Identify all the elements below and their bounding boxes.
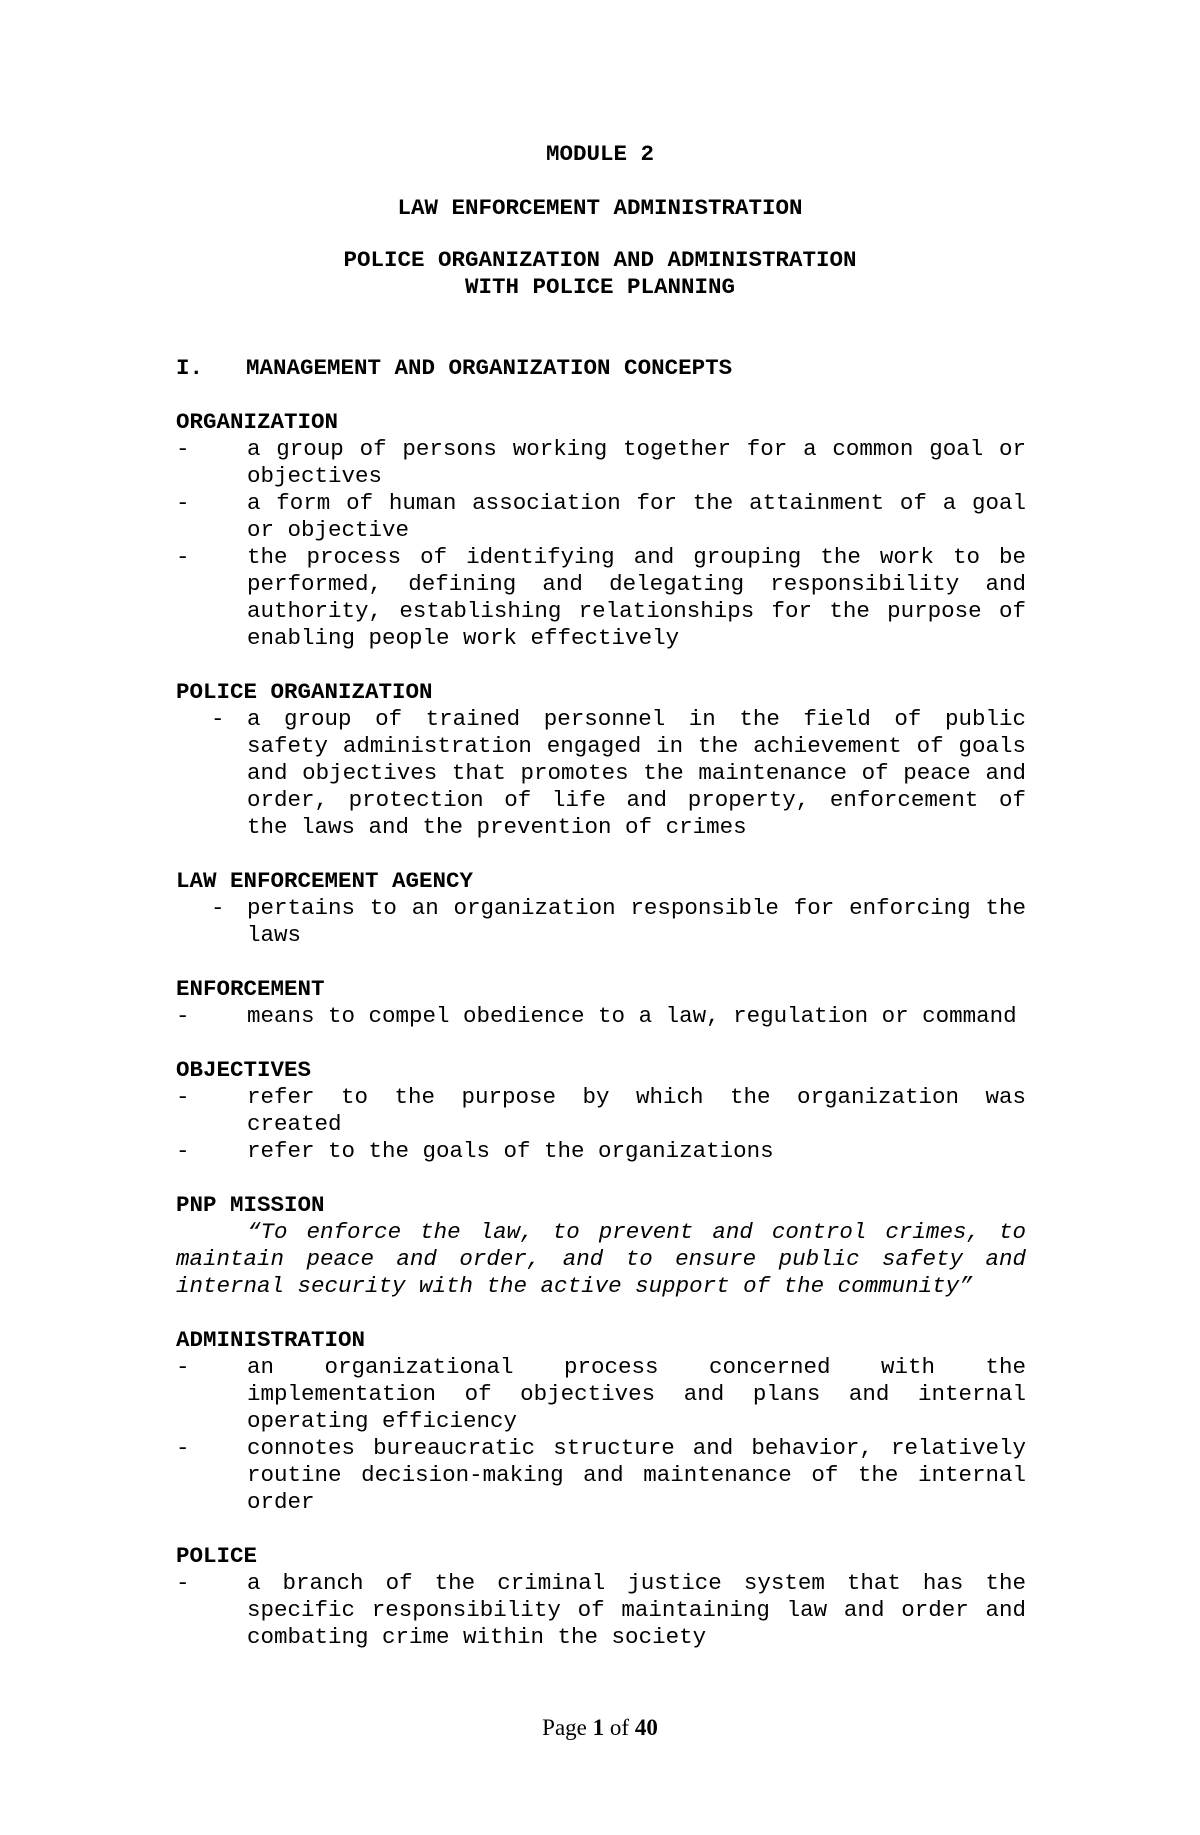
document-title: LAW ENFORCEMENT ADMINISTRATION <box>397 195 803 221</box>
definition-text: a form of human association for the attainment of a goal or objective <box>247 490 1026 543</box>
term-heading: OBJECTIVES <box>176 1057 312 1083</box>
definition-text: refer to the purpose by which the organization was created <box>247 1084 1026 1137</box>
section-number: I. <box>176 355 204 381</box>
subtitle-line-2: WITH POLICE PLANNING <box>464 274 736 300</box>
page-label: Page <box>542 1715 587 1740</box>
dash-bullet: - <box>176 1435 190 1461</box>
mission-quote: “To enforce the law, to prevent and control crimes, to maintain peace and order, and to ensure public safety and internal security with the active support of the community” <box>176 1219 1026 1299</box>
of-label: of <box>609 1715 630 1740</box>
definition-text: a group of trained personnel in the field of public safety administration engaged in the achievement of goals and objectives that promotes the maintenance of peace and order, protection of life and property, enforcement of the laws and the prevention of crimes <box>247 706 1026 840</box>
total-pages: 40 <box>634 1715 658 1740</box>
definition-item <box>176 895 1026 949</box>
definition-text: means to compel obedience to a law, regulation or command <box>247 1003 1017 1029</box>
term-block-enforcement <box>176 976 1026 1030</box>
definition-text: a branch of the criminal justice system that has the specific responsibility of maintaining law and order and combating crime within the society <box>247 1570 1026 1650</box>
term-block-organization <box>176 409 1026 652</box>
dash-bullet: - <box>176 436 190 462</box>
term-heading: ORGANIZATION <box>176 409 339 435</box>
term-block-police-organization <box>176 679 1026 841</box>
definition-item <box>176 544 1026 652</box>
term-heading: POLICE ORGANIZATION <box>176 679 433 705</box>
definition-text: pertains to an organization responsible for enforcing the laws <box>247 895 1026 948</box>
definition-item <box>176 1084 1026 1138</box>
definition-item <box>176 1570 1026 1651</box>
dash-bullet: - <box>176 1003 190 1029</box>
document-body <box>176 355 1026 1678</box>
document-subtitle <box>0 247 1200 301</box>
definition-item <box>176 1003 1026 1030</box>
definition-item <box>176 1435 1026 1516</box>
dash-bullet: - <box>176 1570 190 1596</box>
definition-text: an organizational process concerned with the implementation of objectives and plans and internal operating efficiency <box>247 1354 1026 1434</box>
term-block-law-enforcement-agency <box>176 868 1026 949</box>
term-heading: LAW ENFORCEMENT AGENCY <box>176 868 474 894</box>
term-block-objectives <box>176 1057 1026 1165</box>
dash-bullet: - <box>176 1354 190 1380</box>
module-title: MODULE 2 <box>545 141 655 167</box>
definition-text: refer to the goals of the organizations <box>247 1138 774 1164</box>
dash-bullet: - <box>176 544 190 570</box>
dash-bullet: - <box>211 895 225 921</box>
term-block-police <box>176 1543 1026 1651</box>
dash-bullet: - <box>176 1138 190 1164</box>
term-block-pnp-mission <box>176 1192 1026 1300</box>
dash-bullet: - <box>176 1084 190 1110</box>
term-heading: PNP MISSION <box>176 1192 325 1218</box>
definition-item <box>176 490 1026 544</box>
subtitle-line-1: POLICE ORGANIZATION AND ADMINISTRATION <box>343 247 857 273</box>
term-heading: ADMINISTRATION <box>176 1327 366 1353</box>
term-block-administration <box>176 1327 1026 1516</box>
definition-text: a group of persons working together for a common goal or objectives <box>247 436 1026 489</box>
section-title: MANAGEMENT AND ORGANIZATION CONCEPTS <box>246 355 733 381</box>
definition-item <box>176 436 1026 490</box>
page-footer <box>0 1714 1200 1741</box>
definition-item <box>176 1354 1026 1435</box>
definition-item <box>176 1138 1026 1165</box>
section-heading <box>176 355 1026 382</box>
definition-text: connotes bureaucratic structure and behavior, relatively routine decision-making and maintenance of the internal order <box>247 1435 1026 1515</box>
page-number: 1 <box>592 1715 605 1740</box>
dash-bullet: - <box>211 706 225 732</box>
term-heading: POLICE <box>176 1543 258 1569</box>
definition-item <box>176 706 1026 841</box>
definition-text: the process of identifying and grouping the work to be performed, defining and delegating responsibility and authority, establishing relationships for the purpose of enabling people work effectively <box>247 544 1026 651</box>
dash-bullet: - <box>176 490 190 516</box>
term-heading: ENFORCEMENT <box>176 976 325 1002</box>
